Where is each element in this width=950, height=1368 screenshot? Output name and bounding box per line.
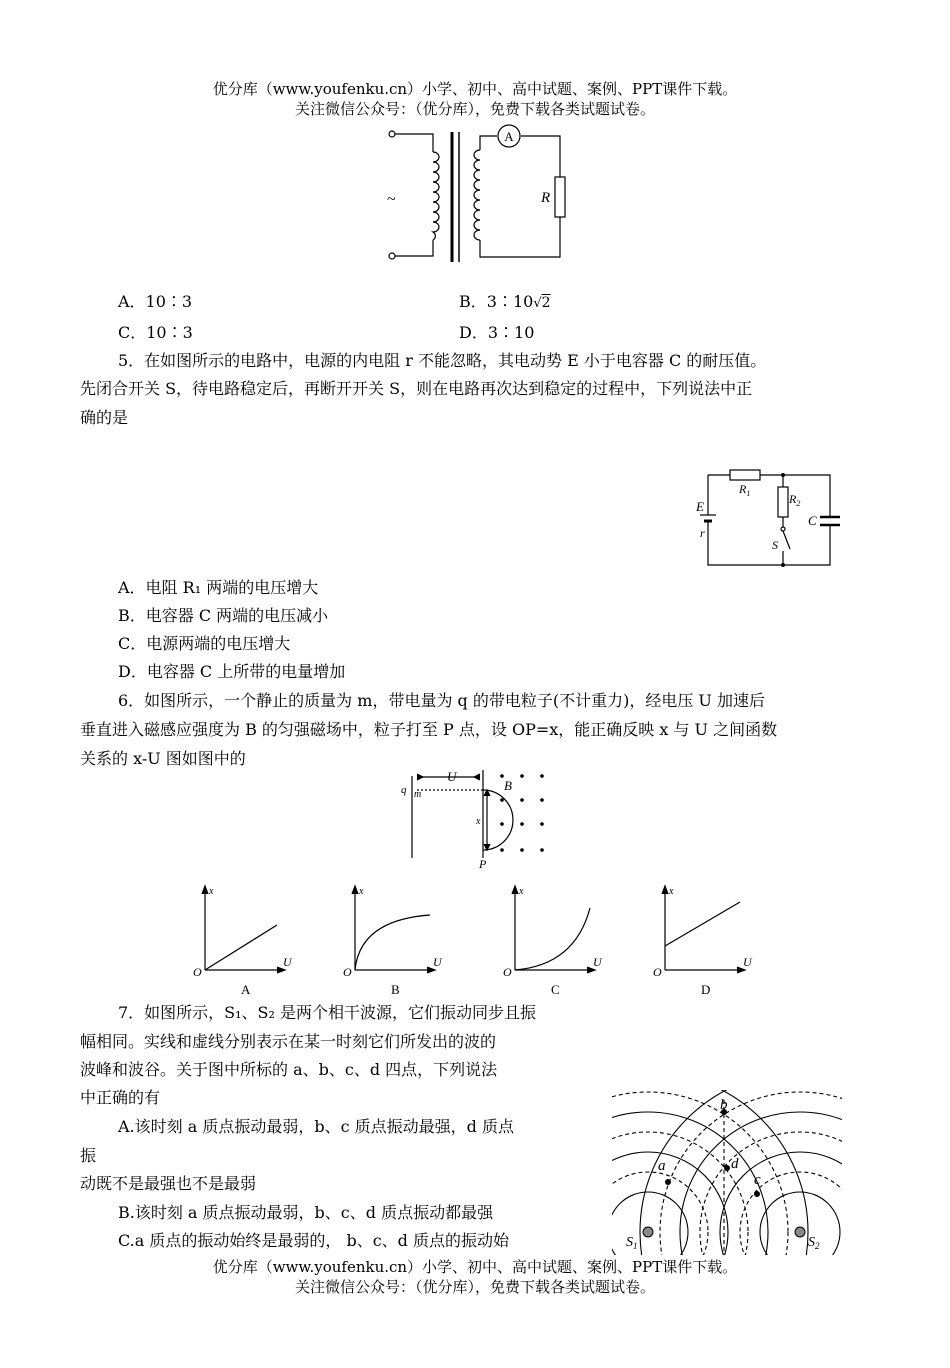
- q4-option-d: D．3∶10: [459, 323, 535, 342]
- voltage-label: U: [447, 769, 457, 784]
- charge-label: q: [401, 784, 407, 796]
- graph-axes-c: [515, 888, 593, 970]
- q4-option-c: C．10∶3: [118, 323, 193, 342]
- q6-stem-line-2: 垂直进入磁感应强度为 B 的匀强磁场中，粒子打至 P 点，设 OP=x，能正确反映 x 与 U 之间函数: [80, 720, 778, 739]
- graph-origin-label: O: [503, 965, 512, 979]
- field-label: B: [504, 778, 512, 793]
- terminal-top: [389, 131, 395, 137]
- xu-graphs: [185, 880, 785, 998]
- point-c: [754, 1191, 760, 1197]
- q6-stem-line-1: 6．如图所示，一个静止的质量为 m，带电量为 q 的带电粒子(不计重力)，经电压 U 加速后: [118, 691, 765, 710]
- switch-label: S: [772, 538, 778, 552]
- q5-option-b: B．电容器 C 两端的电压减小: [118, 606, 329, 625]
- q5-stem-line-3: 确的是: [80, 408, 129, 427]
- graph-curve-d: [665, 902, 740, 946]
- footer-line-1: 优分库（www.youfenku.cn）小学、初中、高中试题、案例、PPT课件下载。: [212, 1258, 738, 1276]
- resistor-r1: [730, 470, 760, 480]
- q5-option-a: A．电阻 R₁ 两端的电压增大: [118, 578, 319, 597]
- q5-stem-line-2: 先闭合开关 S，待电路稳定后，再断开开关 S，则在电路再次达到稳定的过程中，下列说法中正: [80, 379, 753, 398]
- emf-label: E: [696, 499, 704, 514]
- resistor-r2: [778, 487, 788, 517]
- label-b: b: [720, 1097, 728, 1113]
- svg-text:R2: $R_2$: [789, 492, 801, 508]
- q7-option-a-cont-2: 动既不是最强也不是最弱: [80, 1174, 257, 1193]
- q7-option-a-cont-1: 振: [80, 1146, 97, 1165]
- graph-option-label: A: [241, 982, 251, 997]
- graph-origin-label: O: [653, 965, 662, 979]
- resistor-r: [555, 177, 565, 217]
- rc-circuit-figure: [690, 465, 850, 575]
- q4-option-a: A．10∶3: [118, 292, 193, 311]
- header-line-2: 关注微信公众号：（优分库），免费下载各类试题试卷。: [294, 100, 655, 118]
- q7-stem-line-3: 波峰和波谷。关于图中所标的 a、b、c、d 四点，下列说法: [80, 1060, 498, 1079]
- q5-stem-line-1: 5．在如图所示的电路中，电源的内电阻 r 不能忽略，其电动势 E 小于电容器 C 的耐压值。: [118, 351, 767, 370]
- graph-axis-y-label: x: [669, 886, 674, 897]
- q7-option-c: C.a 质点的振动始终是最弱的， b、c、d 质点的振动始: [118, 1231, 510, 1250]
- label-c: c: [754, 1172, 761, 1188]
- magnetic-field-figure: [395, 768, 555, 873]
- graph-axes-b: [355, 888, 433, 970]
- graph-axis-x-label: U: [743, 955, 752, 969]
- q4-option-b-text: B．3∶10: [459, 292, 534, 311]
- internal-r-label: r: [700, 526, 705, 540]
- ac-symbol: ~: [387, 191, 396, 208]
- graph-option-label: B: [391, 982, 400, 997]
- graph-axis-y-label: x: [359, 886, 364, 897]
- graph-origin-label: O: [343, 965, 352, 979]
- switch-s: [783, 531, 790, 549]
- q7-option-b: B.该时刻 a 质点振动最弱，b、c、d 质点振动都最强: [118, 1203, 494, 1222]
- graph-axis-x-label: U: [593, 955, 602, 969]
- ammeter-label: A: [504, 129, 514, 144]
- graph-axis-x-label: U: [433, 955, 442, 969]
- source-s1: [643, 1227, 653, 1237]
- secondary-coil: [474, 150, 480, 240]
- graph-axes-d: [665, 888, 743, 970]
- footer-line-2: 关注微信公众号：（优分库），免费下载各类试题试卷。: [294, 1278, 655, 1296]
- graph-axis-y-label: x: [209, 886, 214, 897]
- graph-option-label: C: [551, 982, 560, 997]
- capacitor-label: C: [808, 513, 817, 528]
- point-a: [665, 1179, 671, 1185]
- transformer-circuit-figure: [375, 122, 575, 267]
- q4-option-b-sqrt: 2: [541, 295, 551, 311]
- graph-option-label: D: [701, 982, 711, 997]
- graph-curve-c: [515, 908, 590, 970]
- graph-axis-x-label: U: [283, 955, 292, 969]
- q6-stem-line-3: 关系的 x-U 图如图中的: [80, 749, 246, 768]
- mass-label: m: [414, 789, 422, 800]
- graph-origin-label: O: [193, 965, 202, 979]
- x-label: x: [476, 816, 481, 827]
- svg-text:S1: $S_1$: [626, 1235, 638, 1251]
- primary-coil: [433, 152, 439, 240]
- q7-stem-line-4: 中正确的有: [80, 1088, 161, 1107]
- terminal-bottom: [389, 253, 395, 259]
- source-s2: [795, 1227, 805, 1237]
- wave-interference-figure: [612, 1090, 842, 1255]
- svg-text:S2: $S_2$: [808, 1235, 820, 1251]
- q7-stem-line-2: 幅相同。实线和虚线分别表示在某一时刻它们所发出的波的: [80, 1032, 497, 1051]
- graph-curve-b: [355, 915, 430, 970]
- q4-option-b: B．3∶10√2: [459, 292, 551, 311]
- q5-option-c: C．电源两端的电压增大: [118, 634, 291, 653]
- q7-stem-line-1: 7．如图所示，S₁、S₂ 是两个相干波源，它们振动同步且振: [118, 1003, 537, 1022]
- svg-text:R1: $R_1$: [739, 482, 751, 498]
- p-label: P: [479, 857, 487, 871]
- resistor-label: R: [541, 190, 551, 206]
- q7-option-a: A.该时刻 a 质点振动最弱，b、c 质点振动最强，d 质点: [118, 1117, 514, 1136]
- q5-option-d: D．电容器 C 上所带的电量增加: [118, 662, 346, 681]
- header-line-1: 优分库（www.youfenku.cn）小学、初中、高中试题、案例、PPT课件下载。: [212, 80, 738, 98]
- label-d: d: [731, 1156, 739, 1172]
- graph-curve-a: [205, 925, 277, 970]
- label-a: a: [658, 1158, 666, 1174]
- graph-axis-y-label: x: [519, 886, 524, 897]
- point-d: [724, 1165, 730, 1171]
